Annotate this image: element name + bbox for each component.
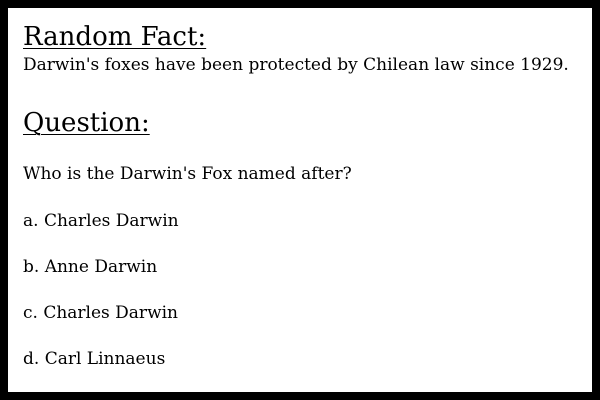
answer-option-a[interactable]: a. Charles Darwin: [23, 211, 179, 231]
answer-option-b[interactable]: b. Anne Darwin: [23, 257, 158, 277]
random-fact-heading: Random Fact:: [23, 22, 207, 52]
question-heading: Question:: [23, 108, 150, 138]
quiz-panel: [8, 8, 592, 392]
question-text: Who is the Darwin's Fox named after?: [23, 164, 352, 184]
answer-option-c[interactable]: c. Charles Darwin: [23, 303, 179, 323]
random-fact-text: Darwin's foxes have been protected by Chilean law since 1929.: [23, 55, 569, 75]
answer-option-d[interactable]: d. Carl Linnaeus: [23, 349, 166, 369]
